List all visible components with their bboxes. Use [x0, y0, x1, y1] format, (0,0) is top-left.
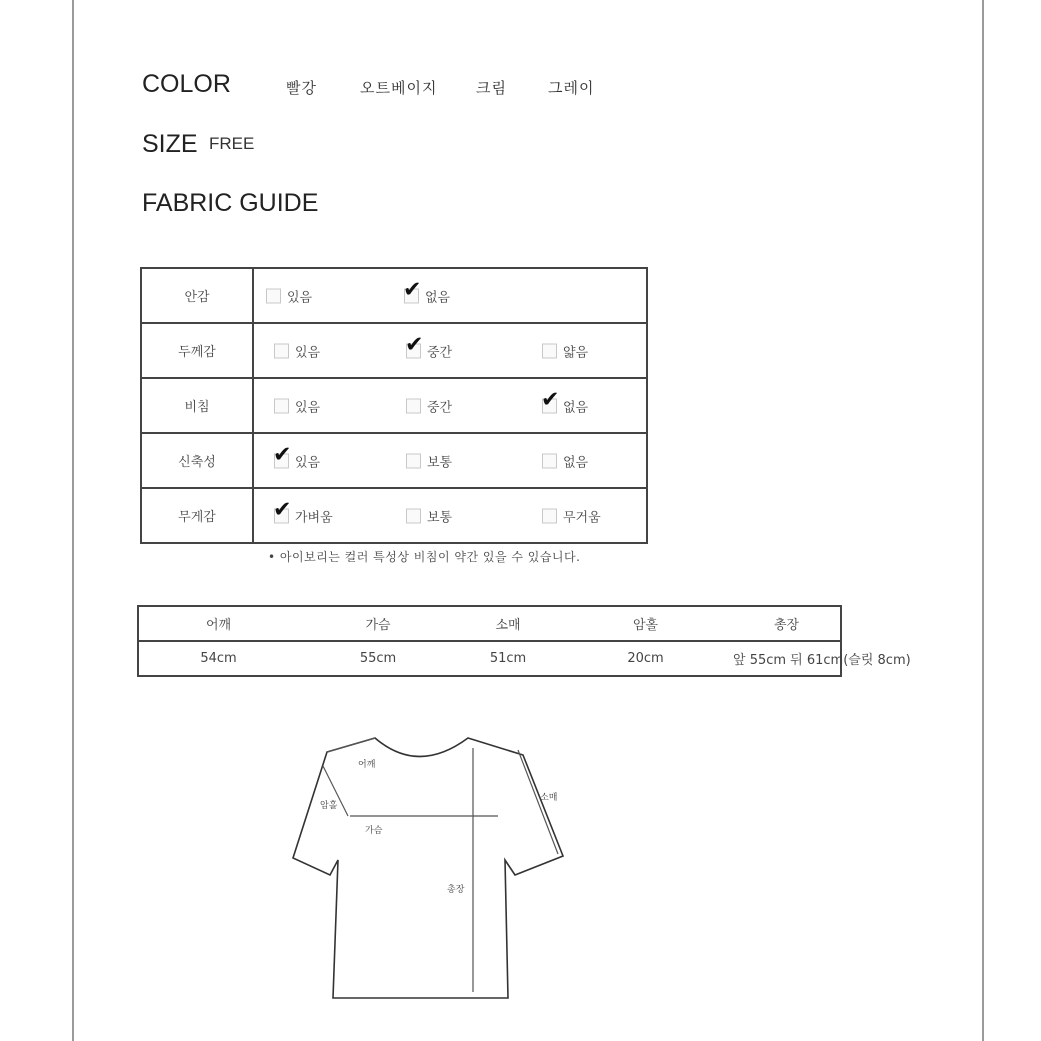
size-label: SIZE [142, 130, 198, 158]
checkbox-icon [406, 453, 421, 468]
option-label: 중간 [427, 345, 453, 360]
diagram-label-shoulder: 어깨 [358, 760, 376, 770]
measurement-header: 암홀 [558, 606, 733, 641]
diagram-label-chest: 가슴 [365, 826, 383, 836]
checkbox-icon [273, 442, 292, 468]
checkbox-icon [266, 288, 281, 303]
checkbox-icon [405, 332, 424, 358]
garment-measurement-diagram [290, 730, 580, 1005]
fabric-option [541, 387, 589, 415]
fabric-options-cell [253, 323, 647, 378]
fabric-option [406, 506, 452, 525]
fabric-guide-label: FABRIC GUIDE [142, 189, 319, 217]
measurement-value: 앞 55cm 뒤 61cm(슬릿 8cm) [733, 641, 841, 676]
checkbox-icon [274, 343, 289, 358]
option-label: 얇음 [563, 345, 589, 360]
option-label: 보통 [427, 455, 453, 470]
fabric-row-weight [141, 488, 647, 543]
fabric-row-thickness [141, 323, 647, 378]
diagram-label-length: 총장 [447, 885, 465, 895]
fabric-row-name: 무게감 [141, 488, 253, 543]
measurement-table [137, 605, 911, 677]
measurement-value-row [138, 641, 841, 676]
checkmark-icon: ✔ [273, 497, 292, 522]
checkbox-icon [406, 398, 421, 413]
fabric-option [274, 341, 320, 360]
fabric-options-cell [253, 268, 647, 323]
fabric-row-sheerness [141, 378, 647, 433]
diagram-label-armhole: 암홀 [320, 801, 338, 811]
fabric-row-name: 안감 [141, 268, 253, 323]
fabric-row-name: 두께감 [141, 323, 253, 378]
checkbox-icon [273, 497, 292, 523]
option-label: 없음 [425, 290, 451, 305]
checkbox-icon [542, 453, 557, 468]
fabric-options-cell [253, 378, 647, 433]
option-label: 있음 [295, 455, 321, 470]
fabric-option [406, 396, 452, 415]
fabric-guide-table [140, 267, 648, 544]
sheerness-note: • 아이보리는 컬러 특성상 비침이 약간 있을 수 있습니다. [268, 550, 581, 564]
fabric-options-cell [253, 488, 647, 543]
fabric-row-name: 비침 [141, 378, 253, 433]
fabric-row-lining [141, 268, 647, 323]
fabric-option [274, 396, 320, 415]
measurement-value: 55cm [298, 641, 458, 676]
checkmark-icon: ✔ [541, 387, 560, 412]
measurement-value: 20cm [558, 641, 733, 676]
fabric-option [542, 451, 588, 470]
checkmark-icon: ✔ [405, 332, 424, 357]
checkbox-icon [542, 508, 557, 523]
checkbox-icon [274, 398, 289, 413]
checkbox-icon [406, 508, 421, 523]
color-option-red: 빨강 [286, 79, 317, 97]
measurement-header: 총장 [733, 606, 841, 641]
measurement-lines [323, 738, 558, 992]
option-label: 있음 [295, 345, 321, 360]
fabric-option [542, 506, 601, 525]
option-label: 있음 [295, 400, 321, 415]
option-label: 중간 [427, 400, 453, 415]
option-label: 있음 [287, 290, 313, 305]
checkbox-icon [541, 387, 560, 413]
option-label: 무거움 [563, 510, 601, 525]
checkbox-icon [403, 277, 422, 303]
fabric-options-cell [253, 433, 647, 488]
tshirt-outline [293, 738, 563, 998]
color-option-oat-beige: 오트베이지 [360, 79, 438, 97]
fabric-row-stretch [141, 433, 647, 488]
fabric-option [266, 286, 312, 305]
option-label: 보통 [427, 510, 453, 525]
size-value: FREE [209, 134, 255, 153]
fabric-option [273, 497, 333, 525]
diagram-label-sleeve: 소매 [540, 793, 558, 803]
fabric-option [542, 341, 588, 360]
fabric-row-name: 신축성 [141, 433, 253, 488]
measurement-value: 51cm [458, 641, 558, 676]
fabric-option [405, 332, 453, 360]
measurement-value: 54cm [138, 641, 298, 676]
fabric-option [406, 451, 452, 470]
measurement-header: 어깨 [138, 606, 298, 641]
fabric-option [273, 442, 321, 470]
color-option-gray: 그레이 [548, 79, 595, 97]
color-option-cream: 크림 [476, 79, 507, 97]
checkmark-icon: ✔ [273, 442, 292, 467]
option-label: 없음 [563, 400, 589, 415]
measurement-header-row [138, 606, 841, 641]
color-label: COLOR [142, 70, 231, 98]
checkbox-icon [542, 343, 557, 358]
fabric-option [403, 277, 451, 305]
option-label: 가벼움 [295, 510, 333, 525]
measurement-header: 가슴 [298, 606, 458, 641]
checkmark-icon: ✔ [403, 277, 422, 302]
measurement-header: 소매 [458, 606, 558, 641]
option-label: 없음 [563, 455, 589, 470]
